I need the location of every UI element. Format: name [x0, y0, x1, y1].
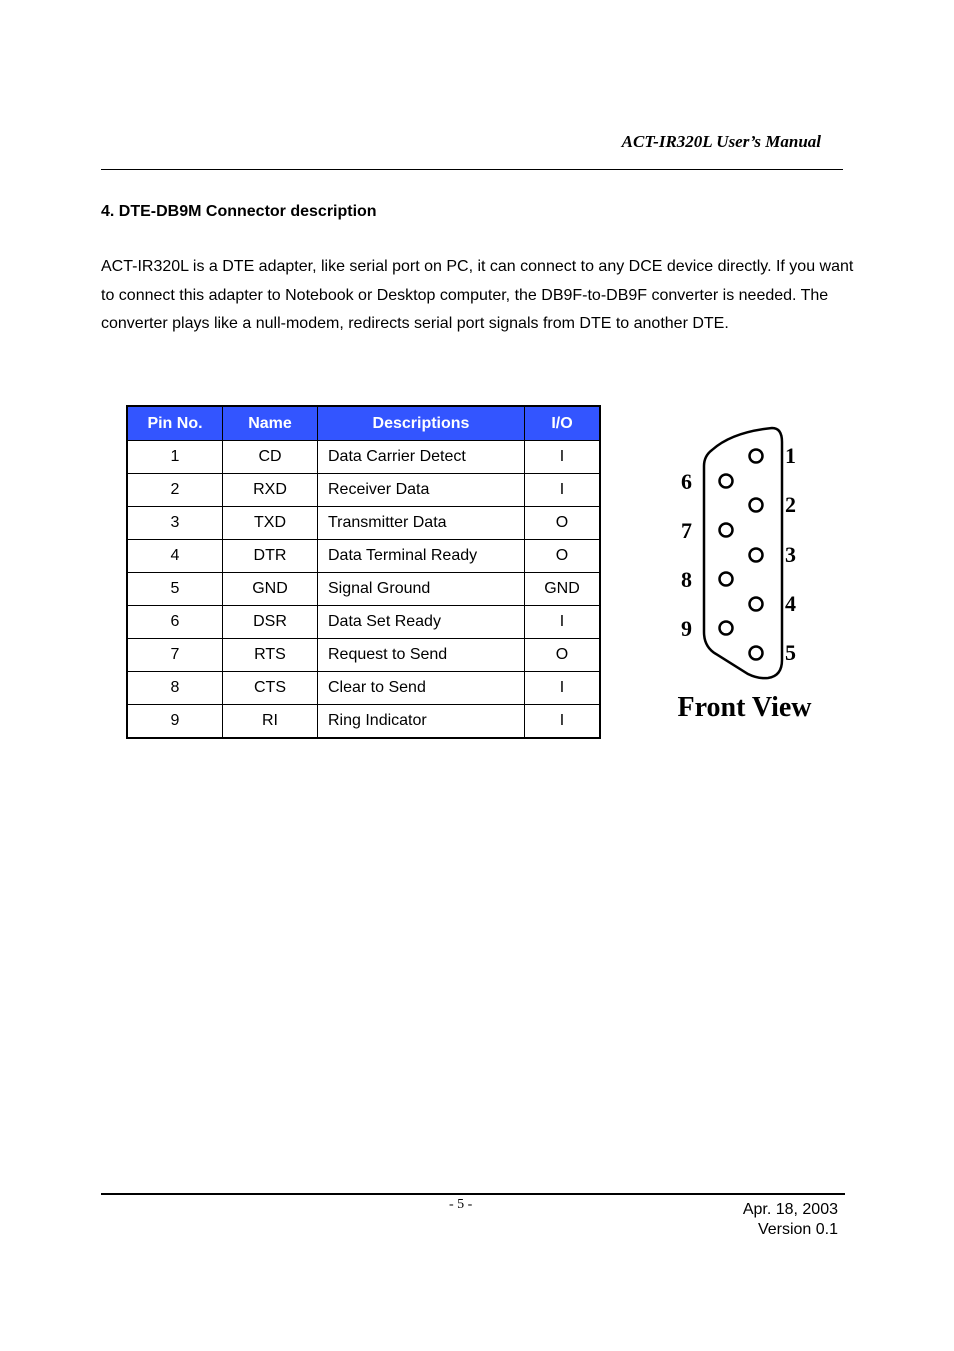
- table-row: [127, 540, 600, 573]
- pin-label: 8: [681, 567, 692, 592]
- pin-description: Clear to Send: [318, 672, 525, 705]
- pin-name: RTS: [223, 639, 318, 672]
- table-row: [127, 705, 600, 739]
- pin-description: Data Carrier Detect: [318, 441, 525, 474]
- pin-description: Data Set Ready: [318, 606, 525, 639]
- pin-hole: [750, 450, 763, 463]
- pin-hole: [750, 549, 763, 562]
- pin-number: 6: [127, 606, 223, 639]
- pin-description: Receiver Data: [318, 474, 525, 507]
- connector-outline: [704, 428, 782, 678]
- pin-name: DSR: [223, 606, 318, 639]
- db9-connector-figure: [672, 420, 822, 740]
- table-header-row: [127, 406, 600, 441]
- db9-connector-drawing: [672, 420, 822, 685]
- footer-rule: [101, 1193, 845, 1195]
- pin-io: I: [525, 474, 601, 507]
- table-row: [127, 639, 600, 672]
- column-header-pin: Pin No.: [127, 406, 223, 441]
- table-row: [127, 507, 600, 540]
- pin-number: 3: [127, 507, 223, 540]
- pin-number: 2: [127, 474, 223, 507]
- pin-number: 1: [127, 441, 223, 474]
- pin-name: DTR: [223, 540, 318, 573]
- pin-table: [126, 405, 601, 739]
- footer-version: Version 0.1: [757, 1221, 838, 1238]
- pin-name: CTS: [223, 672, 318, 705]
- left-pin-holes: [720, 475, 733, 635]
- pin-name: RI: [223, 705, 318, 739]
- pin-label: 1: [785, 443, 796, 468]
- pin-label: 5: [785, 640, 796, 665]
- pin-hole: [750, 647, 763, 660]
- pin-hole: [720, 524, 733, 537]
- table-row: [127, 474, 600, 507]
- pin-description: Transmitter Data: [318, 507, 525, 540]
- footer-date: Apr. 18, 2003: [742, 1201, 838, 1218]
- pin-number: 4: [127, 540, 223, 573]
- pin-label: 6: [681, 469, 692, 494]
- pin-description: Signal Ground: [318, 573, 525, 606]
- footer-meta: [743, 1200, 838, 1240]
- pin-label: 3: [785, 542, 796, 567]
- pin-io: I: [525, 441, 601, 474]
- pin-number: 7: [127, 639, 223, 672]
- pin-io: O: [525, 540, 601, 573]
- pin-hole: [720, 573, 733, 586]
- pin-description: Request to Send: [318, 639, 525, 672]
- pin-io: GND: [525, 573, 601, 606]
- pin-io: I: [525, 705, 601, 739]
- right-pin-holes: [750, 450, 763, 660]
- pin-io: O: [525, 507, 601, 540]
- pin-description: Ring Indicator: [318, 705, 525, 739]
- table-row: [127, 672, 600, 705]
- pin-name: RXD: [223, 474, 318, 507]
- pin-hole: [750, 499, 763, 512]
- pin-name: TXD: [223, 507, 318, 540]
- column-header-name: Name: [223, 406, 318, 441]
- pin-name: GND: [223, 573, 318, 606]
- pin-label: 2: [785, 492, 796, 517]
- table-row: [127, 573, 600, 606]
- pin-number: 9: [127, 705, 223, 739]
- intro-paragraph: ACT-IR320L is a DTE adapter, like serial port on PC, it can connect to any DCE device directly. If you want to connect this adapter to Notebook or Desktop computer, the DB9F-to-DB9F converter is needed. The converter plays like a null-modem, redirects serial port signals from DTE to another DTE.: [101, 258, 854, 332]
- column-header-io: I/O: [525, 406, 601, 441]
- pin-number: 8: [127, 672, 223, 705]
- pin-hole: [720, 622, 733, 635]
- pin-name: CD: [223, 441, 318, 474]
- figure-caption: Front View: [677, 692, 812, 723]
- document-header-title: ACT-IR320L User’s Manual: [621, 132, 821, 151]
- pin-number: 5: [127, 573, 223, 606]
- pin-io: I: [525, 672, 601, 705]
- pin-hole: [720, 475, 733, 488]
- section-heading: 4. DTE-DB9M Connector description: [101, 203, 377, 220]
- pin-label: 7: [681, 518, 692, 543]
- table-row: [127, 606, 600, 639]
- header-rule: [101, 169, 843, 170]
- pin-description: Data Terminal Ready: [318, 540, 525, 573]
- pin-io: O: [525, 639, 601, 672]
- pin-io: I: [525, 606, 601, 639]
- pin-hole: [750, 598, 763, 611]
- pin-label: 9: [681, 616, 692, 641]
- pin-label: 4: [785, 591, 796, 616]
- column-header-descriptions: Descriptions: [318, 406, 525, 441]
- table-row: [127, 441, 600, 474]
- page-number: - 5 -: [449, 1197, 473, 1212]
